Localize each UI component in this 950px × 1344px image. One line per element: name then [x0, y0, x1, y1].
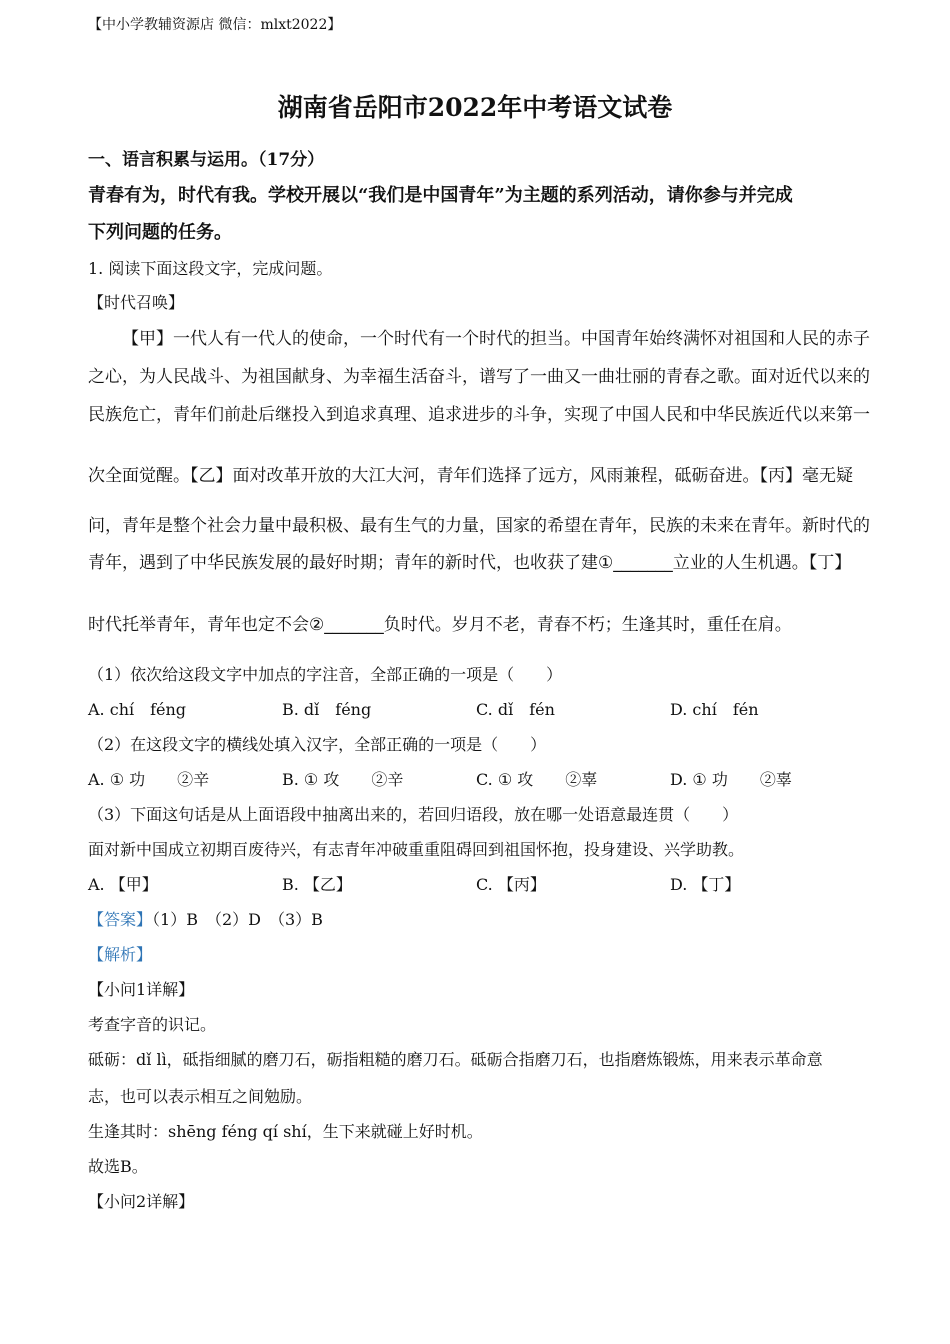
- answer-row: [88, 907, 323, 930]
- answer-text: （1）B （2）D （3）B: [152, 910, 323, 929]
- exam-title: 湖南省岳阳市2022年中考语文试卷: [277, 93, 673, 122]
- analysis-label: 【解析】: [88, 945, 153, 964]
- sub1-option-d: D. chí fén: [670, 700, 759, 719]
- passage-line-5: 问，青年是整个社会力量中最积极、最有生气的力量，国家的希望在青年，民族的未来在青年。新时代的: [88, 516, 870, 536]
- sub1-option-b: B. dǐ féng: [282, 700, 372, 719]
- passage-line-7: 时代托举青年，青年也定不会②_______负时代。岁月不老，青春不朽；生逢其时，重任在肩。: [88, 615, 792, 635]
- detail-1-line-4: 生逢其时：shēng féng qí shí，生下来就碰上好时机。: [88, 1122, 483, 1141]
- question-1-prompt: 1. 阅读下面这段文字，完成问题。: [88, 259, 333, 278]
- passage-line-4: 次全面觉醒。【乙】面对改革开放的大江大河，青年们选择了远方，风雨兼程，砥砺奋进。【丙】毫无疑: [88, 466, 853, 486]
- detail-1-line-2: 砥砺：dǐ lì，砥指细腻的磨刀石，砺指粗糙的磨刀石。砥砺合指磨刀石，也指磨炼锻炼，用来表示革命意: [88, 1050, 823, 1069]
- sub2-option-d: D. ① 功 ②辜: [670, 770, 792, 789]
- detail-1-line-3: 志，也可以表示相互之间勉励。: [88, 1087, 313, 1106]
- sub2-option-c: C. ① 攻 ②辜: [476, 770, 598, 789]
- passage-line-3: 民族危亡，青年们前赴后继投入到追求真理、追求进步的斗争，实现了中国人民和中华民族近代以来第一: [88, 405, 870, 425]
- sub2-option-b: B. ① 攻 ②辛: [282, 770, 404, 789]
- sub3-option-a: A. 【甲】: [88, 875, 158, 894]
- answer-label: 【答案】: [88, 910, 153, 929]
- section-heading: 一、语言积累与运用。（17分）: [88, 150, 325, 170]
- passage-line-1: 【甲】一代人有一代人的使命，一个时代有一个时代的担当。中国青年始终满怀对祖国和人民的赤子: [122, 329, 870, 349]
- sub-question-3: （3）下面这句话是从上面语段中抽离出来的，若回归语段，放在哪一处语意最连贯（ ）: [88, 805, 739, 824]
- sub1-option-a: A. chí féng: [88, 700, 187, 719]
- sub3-option-c: C. 【丙】: [476, 875, 546, 894]
- sub-question-1: （1）依次给这段文字中加点的字注音，全部正确的一项是（ ）: [88, 665, 563, 684]
- sub3-sentence: 面对新中国成立初期百废待兴，有志青年冲破重重阻碍回到祖国怀抱，投身建设、兴学助教。: [88, 840, 745, 859]
- detail-2-heading: 【小问2详解】: [88, 1192, 195, 1211]
- sub3-option-b: B. 【乙】: [282, 875, 352, 894]
- passage-line-6: 青年，遇到了中华民族发展的最好时期；青年的新时代，也收获了建①_______立业的人生机遇。【丁】: [88, 553, 852, 573]
- sub-question-2: （2）在这段文字的横线处填入汉字，全部正确的一项是（ ）: [88, 735, 547, 754]
- passage-line-2: 之心，为人民战斗、为祖国献身、为幸福生活奋斗，谱写了一曲又一曲壮丽的青春之歌。面对近代以来的: [88, 367, 870, 387]
- passage-tag: 【时代召唤】: [88, 293, 185, 312]
- sub2-option-a: A. ① 功 ②辛: [88, 770, 210, 789]
- detail-1-heading: 【小问1详解】: [88, 980, 195, 999]
- detail-1-line-1: 考查字音的识记。: [88, 1015, 217, 1034]
- sub3-option-d: D. 【丁】: [670, 875, 741, 894]
- sub1-option-c: C. dǐ fén: [476, 700, 555, 719]
- intro-line-2: 下列问题的任务。: [88, 222, 232, 243]
- intro-line-1: 青春有为，时代有我。学校开展以“我们是中国青年”为主题的系列活动，请你参与并完成: [88, 185, 793, 206]
- page-header: 【中小学教辅资源店 微信：mlxt2022】: [88, 17, 342, 33]
- detail-1-line-5: 故选B。: [88, 1157, 148, 1176]
